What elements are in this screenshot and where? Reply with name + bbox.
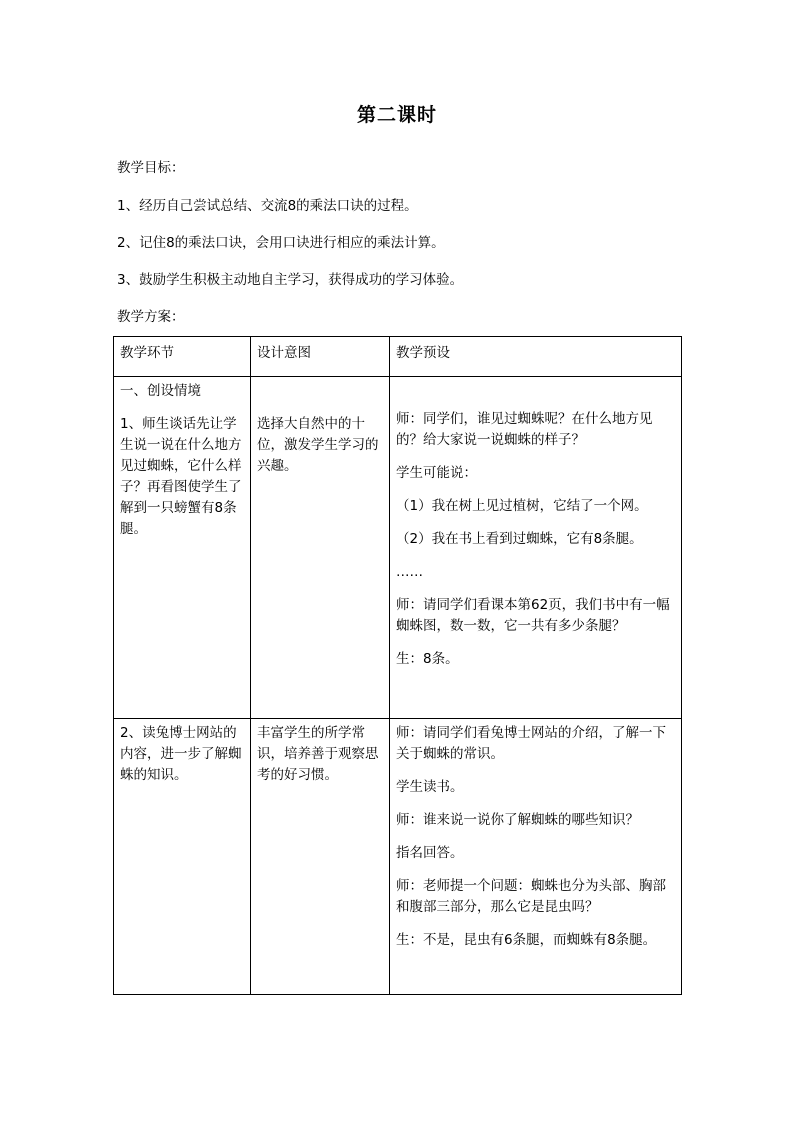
header-cell-intent: 设计意图 (251, 337, 390, 377)
intent-text: 选择大自然中的十位，激发学生学习的兴趣。 (257, 416, 379, 474)
preset-line: 学生读书。 (396, 779, 464, 795)
stage-cell (114, 719, 251, 995)
preset-line: （2）我在书上看到过蜘蛛，它有8条腿。 (396, 531, 643, 547)
step-text: 2、读兔博士网站的内容，进一步了解蜘蛛的知识。 (120, 725, 242, 783)
preset-line: （1）我在树上见过植树，它结了一个网。 (396, 498, 648, 514)
objectives-heading: 教学目标： (117, 160, 185, 176)
intent-cell (251, 719, 390, 995)
table-header-row (114, 337, 682, 377)
header-cell-preset: 教学预设 (390, 337, 682, 377)
preset-cell (390, 377, 682, 719)
lesson-plan-table (113, 336, 682, 995)
plan-heading: 教学方案： (117, 309, 185, 325)
objective-item-1: 1、经历自己尝试总结、交流8的乘法口诀的过程。 (117, 198, 418, 214)
section-title: 一、创设情境 (120, 383, 201, 399)
header-cell-stage: 教学环节 (114, 337, 251, 377)
table-row (114, 377, 682, 719)
preset-line: 生：不是，昆虫有6条腿，而蜘蛛有8条腿。 (396, 932, 657, 948)
preset-line: 生：8条。 (396, 651, 459, 667)
intent-cell (251, 377, 390, 719)
preset-line: 师：同学们，谁见过蜘蛛呢？在什么地方见的？给大家说一说蜘蛛的样子？ (396, 411, 653, 448)
page-title: 第二课时 (356, 104, 437, 126)
stage-cell (114, 377, 251, 719)
step-text: 1、师生谈话先让学生说一说在什么地方见过蜘蛛，它什么样子？再看图使学生了解到一只螃蟹有8条腿。 (120, 416, 242, 537)
intent-text: 丰富学生的所学常识，培养善于观察思考的好习惯。 (257, 725, 379, 783)
preset-line: 学生可能说： (396, 465, 477, 481)
preset-line: 师：请同学们看兔博士网站的介绍，了解一下关于蜘蛛的常识。 (396, 725, 666, 762)
preset-line: 指名回答。 (396, 845, 464, 861)
preset-line: 师：谁来说一说你了解蜘蛛的哪些知识？ (396, 812, 639, 828)
objective-item-2: 2、记住8的乘法口诀，会用口诀进行相应的乘法计算。 (117, 235, 445, 251)
preset-line: …… (396, 564, 423, 580)
objective-item-3: 3、鼓励学生积极主动地自主学习，获得成功的学习体验。 (117, 272, 464, 288)
table-row (114, 719, 682, 995)
preset-cell (390, 719, 682, 995)
preset-line: 师：请同学们看课本第62页，我们书中有一幅蜘蛛图，数一数，它一共有多少条腿？ (396, 597, 670, 634)
preset-line: 师：老师提一个问题：蜘蛛也分为头部、胸部和腹部三部分，那么它是昆虫吗？ (396, 878, 666, 915)
